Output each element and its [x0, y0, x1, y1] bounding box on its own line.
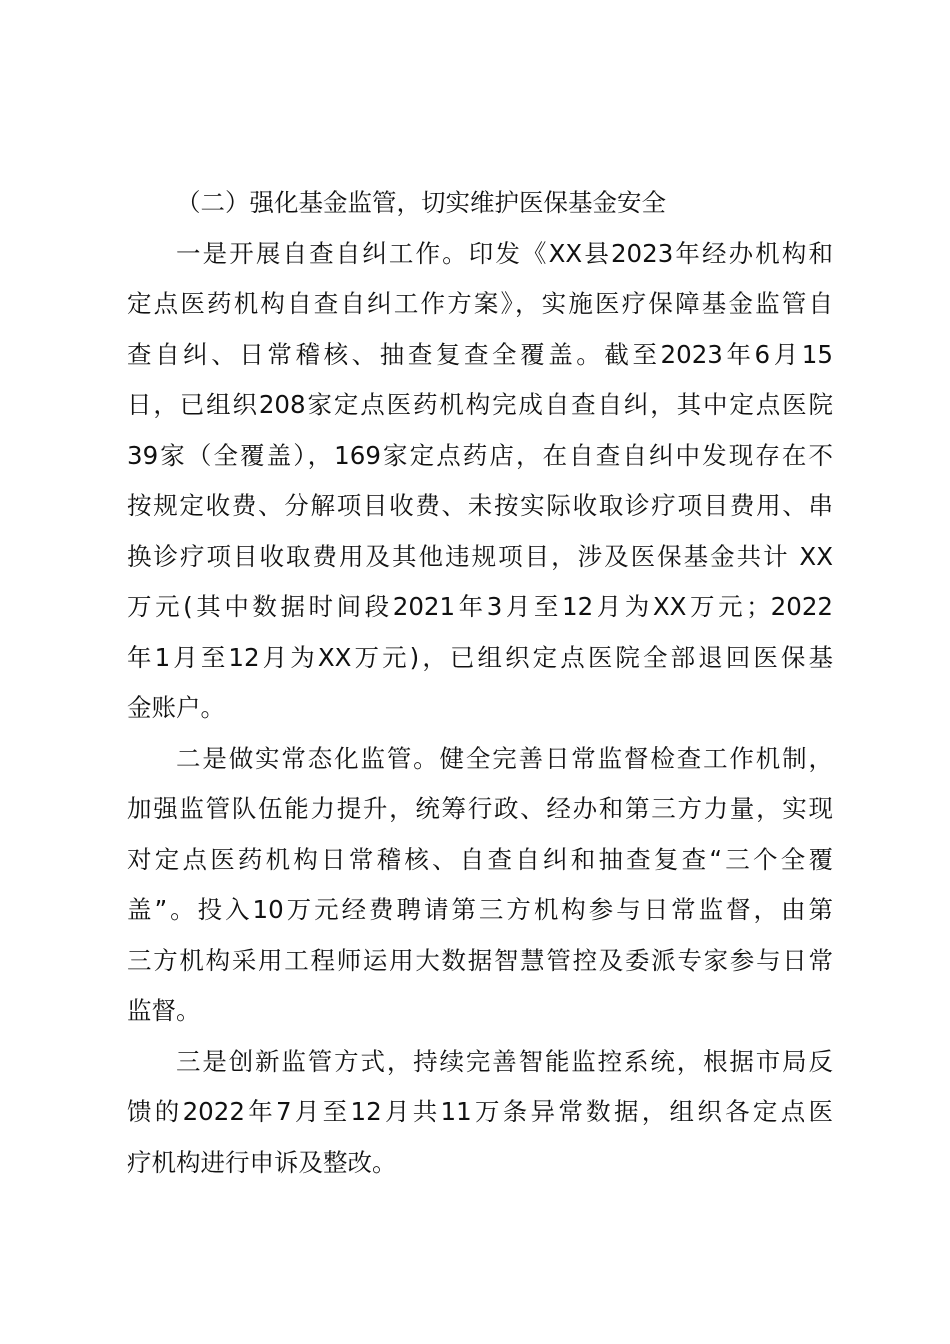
paragraph-line: 加强监管队伍能力提升，统筹行政、经办和第三方力量，实现	[127, 794, 833, 823]
paragraph-line: 金账户。	[127, 693, 225, 722]
paragraph-line: 二是做实常态化监管。健全完善日常监督检查工作机制，	[176, 743, 833, 773]
paragraph-self-inspection	[127, 229, 833, 734]
paragraph-line: 定点医药机构自查自纠工作方案》，实施医疗保障基金监管自	[127, 289, 833, 318]
section-heading: （二）强化基金监管，切实维护医保基金安全	[176, 188, 666, 217]
paragraph-line: 一是开展自查自纠工作。印发《XX县2023年经办机构和	[176, 238, 833, 268]
paragraph-line: 换诊疗项目收取费用及其他违规项目，涉及医保基金共计 XX	[127, 541, 833, 571]
paragraph-line: 年1月至12月为XX万元)，已组织定点医院全部退回医保基	[127, 642, 833, 672]
paragraph-line: 万元(其中数据时间段2021年3月至12月为XX万元；2022	[127, 592, 833, 621]
paragraph-line: 馈的2022年7月至12月共11万条异常数据，组织各定点医	[127, 1097, 833, 1126]
paragraph-line: 查自纠、日常稽核、抽查复查全覆盖。截至2023年6月15	[127, 339, 833, 369]
document-body	[127, 178, 833, 1188]
paragraph-line: 监督。	[127, 996, 201, 1025]
paragraph-innovative-methods	[127, 1037, 833, 1189]
paragraph-line: 按规定收费、分解项目收费、未按实际收取诊疗项目费用、串	[127, 491, 833, 520]
paragraph-line: 日，已组织208家定点医药机构完成自查自纠，其中定点医院	[127, 390, 833, 419]
paragraph-line: 39家（全覆盖），169家定点药店，在自查自纠中发现存在不	[127, 440, 833, 470]
paragraph-line: 三是创新监管方式，持续完善智能监控系统，根据市局反	[176, 1046, 833, 1076]
paragraph-line: 对定点医药机构日常稽核、自查自纠和抽查复查“三个全覆	[127, 844, 833, 874]
paragraph-line: 三方机构采用工程师运用大数据智慧管控及委派专家参与日常	[127, 945, 833, 975]
paragraph-line: 疗机构进行申诉及整改。	[127, 1147, 397, 1177]
paragraph-regular-supervision	[127, 734, 833, 1037]
paragraph-line: 盖”。投入10万元经费聘请第三方机构参与日常监督，由第	[127, 895, 833, 924]
